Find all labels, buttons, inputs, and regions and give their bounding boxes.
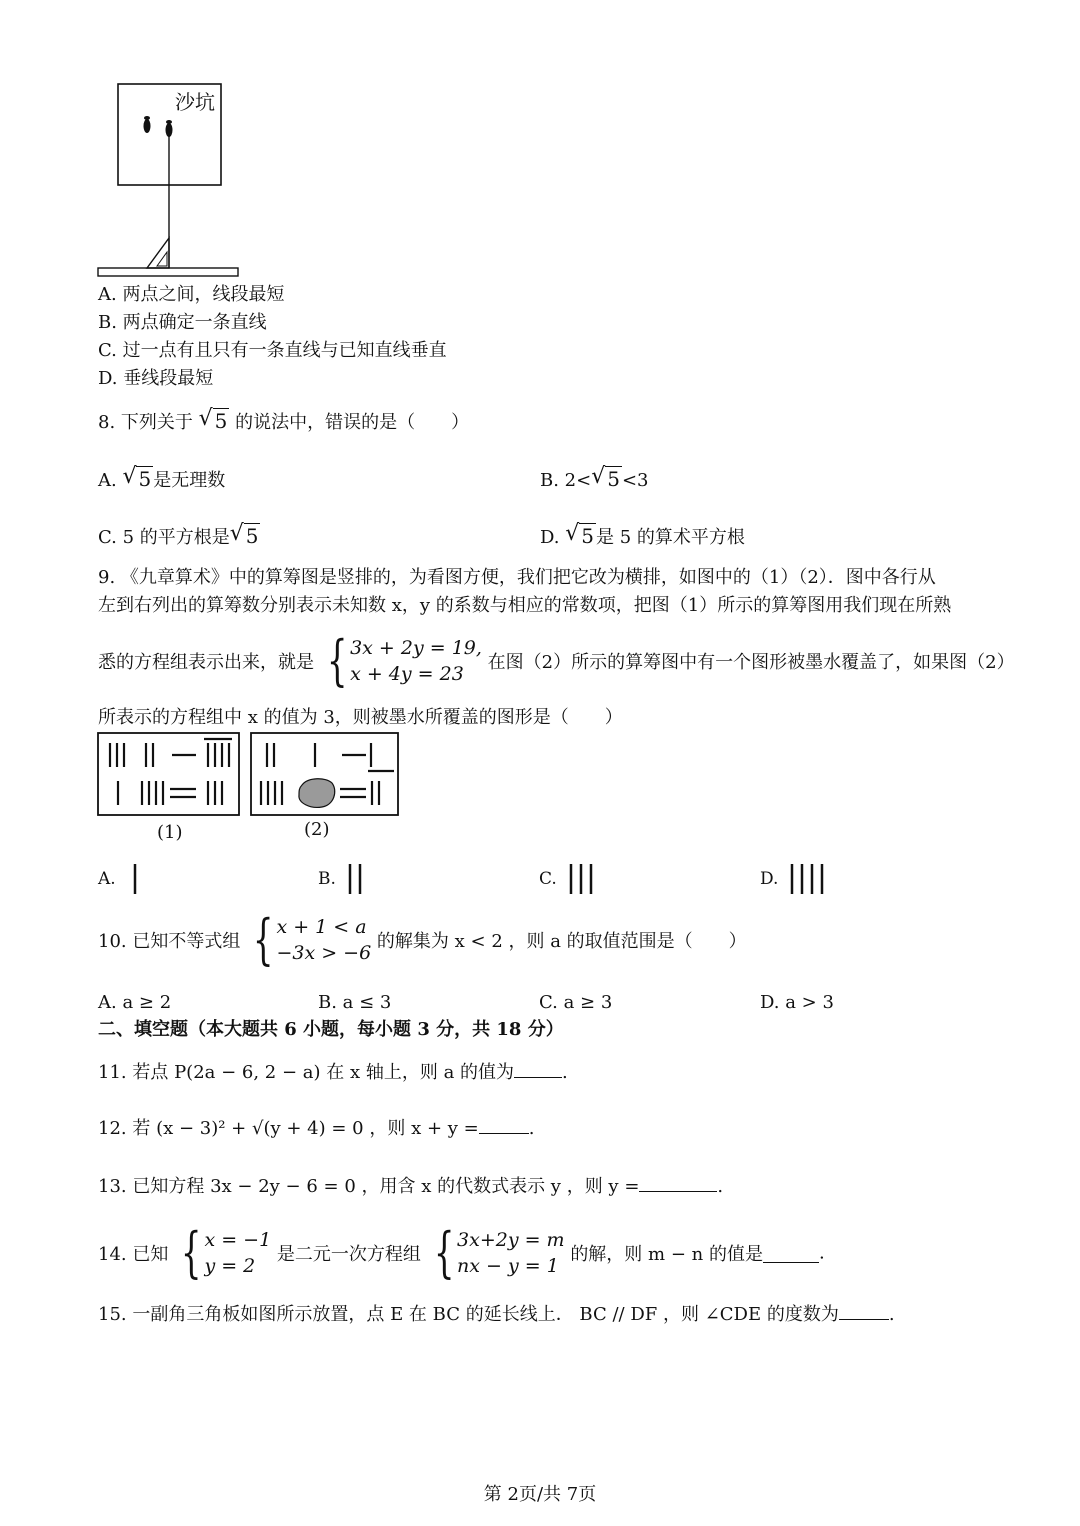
sqrt-icon: √ 5 xyxy=(565,521,594,548)
q13: 13. 已知方程 3x − 2y − 6 = 0 ，用含 x 的代数式表示 y ，则 y = . xyxy=(98,1173,723,1200)
q9-line4: 所表示的方程组中 x 的值为 3，则被墨水所覆盖的图形是（ ） xyxy=(98,707,623,728)
four-rods-icon xyxy=(784,862,830,896)
sandpit-figure xyxy=(95,80,245,280)
three-rods-icon xyxy=(563,862,599,896)
answer-blank[interactable] xyxy=(639,1173,717,1192)
fig1-label: (1) xyxy=(157,822,183,843)
q12: 12. 若 (x − 3)² + √(y + 4) = 0 ，则 x + y = . xyxy=(98,1115,534,1142)
q11: 11. 若点 P(2a − 6, 2 − a) 在 x 轴上，则 a 的值为 . xyxy=(98,1059,568,1086)
q8-option-b: B. 2< √ 5 <3 xyxy=(540,466,649,494)
q9-option-d: D. xyxy=(760,862,830,896)
inequality-system: { x + 1 < a −3x > −6 xyxy=(252,908,372,971)
q8-stem-post: 的说法中，错误的是（ ） xyxy=(235,412,470,433)
equation-system: { 3x+2y = m nx − y = 1 xyxy=(433,1221,565,1284)
q8-option-c: C. 5 的平方根是 √ 5 xyxy=(98,523,260,551)
section-heading: 二、填空题（本大题共 6 小题，每小题 3 分，共 18 分） xyxy=(98,1019,564,1040)
one-rod-icon xyxy=(121,862,141,896)
q9-line1: 9. 《九章算术》中的算筹图是竖排的，为看图方便，我们把它改为横排，如图中的（1）（2）．图中各行从 xyxy=(98,567,936,588)
page-footer: 第 2页/共 7页 xyxy=(483,1484,597,1505)
sandpit-label: 沙坑 xyxy=(175,90,215,114)
two-rods-icon xyxy=(342,862,368,896)
q9-line2: 左到右列出的算筹数分别表示未知数 x，y 的系数与相应的常数项，把图（1）所示的算筹图用我们现在所熟 xyxy=(98,595,952,616)
solution-system: { x = −1 y = 2 xyxy=(180,1221,272,1284)
sqrt-icon: √ 5 xyxy=(198,406,228,433)
q10-option-b: B. a ≤ 3 xyxy=(318,992,392,1013)
q10-stem: 10. 已知不等式组 { x + 1 < a −3x > −6 的解集为 x < 2 ，则 a 的取值范围是（ ） xyxy=(98,908,747,971)
answer-blank[interactable] xyxy=(839,1301,889,1320)
q10-option-c: C. a ≥ 3 xyxy=(539,992,613,1013)
q7-option-a: A. 两点之间，线段最短 xyxy=(98,284,285,305)
ink-blot-icon xyxy=(299,779,335,808)
q8-option-d: D. √ 5 是 5 的算术平方根 xyxy=(540,523,745,551)
equation-system: { 3x + 2y = 19, x + 4y = 23 xyxy=(326,629,482,692)
q9-line3: 悉的方程组表示出来，就是 { 3x + 2y = 19, x + 4y = 23 在图（2）所示的算筹图中有一个图形被墨水覆盖了，如果图（2） xyxy=(98,629,1015,692)
q9-option-b: B. xyxy=(318,862,368,896)
q9-option-c: C. xyxy=(539,862,599,896)
sqrt-icon: √ 5 xyxy=(122,464,152,491)
q7-option-d: D. 垂线段最短 xyxy=(98,368,214,389)
counting-rod-figures xyxy=(96,731,406,821)
fig2-label: (2) xyxy=(304,819,330,840)
q7-option-c: C. 过一点有且只有一条直线与已知直线垂直 xyxy=(98,340,447,361)
q10-option-a: A. a ≥ 2 xyxy=(98,992,172,1013)
q15: 15. 一副角三角板如图所示放置，点 E 在 BC 的延长线上． BC // DF ，则 ∠CDE 的度数为 . xyxy=(98,1301,895,1328)
sqrt-icon: √ 5 xyxy=(591,464,620,491)
q14: 14. 已知 { x = −1 y = 2 是二元一次方程组 { 3x+2y = m nx − y = 1 的解，则 m − n 的值是 . xyxy=(98,1221,825,1284)
q7-option-b: B. 两点确定一条直线 xyxy=(98,312,267,333)
answer-blank[interactable] xyxy=(479,1115,529,1134)
answer-blank[interactable] xyxy=(763,1244,819,1263)
sqrt-icon: √ 5 xyxy=(229,521,259,548)
q10-option-d: D. a > 3 xyxy=(760,992,834,1013)
footprint-icon xyxy=(144,116,173,137)
q8-stem xyxy=(98,408,469,436)
answer-blank[interactable] xyxy=(514,1059,562,1078)
q9-option-a: A. xyxy=(98,862,141,896)
q8-stem-pre: 8. 下列关于 xyxy=(98,412,193,433)
q8-option-a: A. √ 5 是无理数 xyxy=(98,466,225,494)
